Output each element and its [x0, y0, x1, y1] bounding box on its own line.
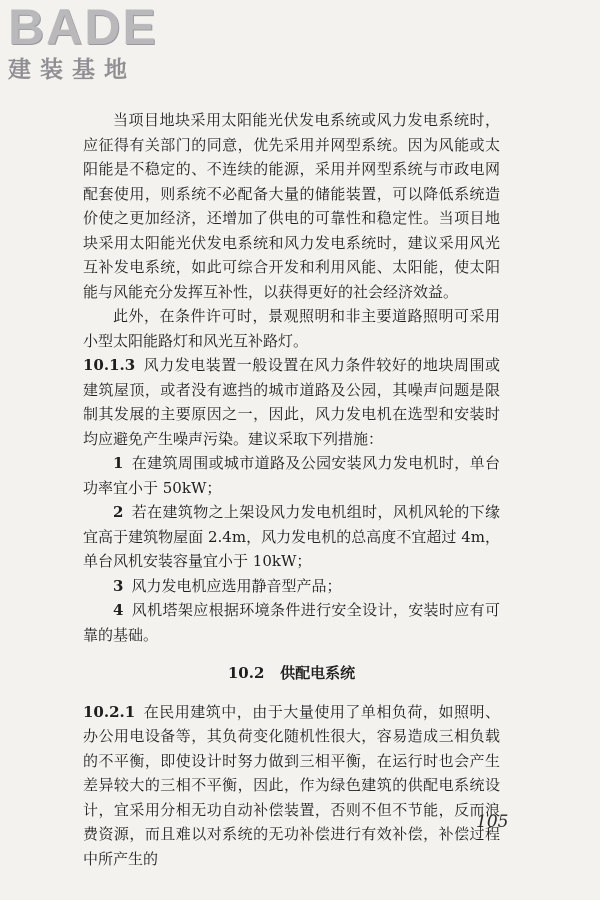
item-text: 风机塔架应根据环境条件进行安全设计，安装时应有可靠的基础。 [83, 601, 500, 644]
paragraph-street-lights: 此外，在条件许可时，景观照明和非主要道路照明可采用小型太阳能路灯和风光互补路灯。 [83, 307, 500, 350]
clause-text: 在民用建筑中，由于大量使用了单相负荷，如照明、办公用电设备等，其负荷变化随机性很大，容易造成三相负载的不平衡，即使设计时努力做到三相平衡，在运行时也会产生差异较大的三相不平衡，因此，作为绿色建筑的供配电系统设计，宜采用分相无功自动补偿装置，否则不但不节能，反而浪费资源，而且难以对系统的无功补偿进行有效补偿，补偿过程中所产生的 [83, 702, 500, 868]
list-item [83, 598, 500, 647]
item-number: 3 [113, 576, 124, 595]
list-item [83, 451, 500, 500]
section-number: 10.2 [227, 664, 265, 682]
item-text: 若在建筑物之上架设风力发电机组时，风机风轮的下缘宜高于建筑物屋面 2.4m，风力发电机的总高度不宜超过 4m，单台风机安装容量宜小于 10kW； [83, 503, 500, 570]
section-title: 供配电系统 [280, 664, 356, 682]
logo-text-en: BADE [8, 0, 158, 55]
item-number: 4 [113, 601, 124, 619]
clause-number: 10.2.1 [83, 702, 136, 721]
section-heading [83, 661, 500, 686]
item-text: 在建筑周围或城市道路及公园安装风力发电机时，单台功率宜小于 50kW； [83, 454, 500, 497]
item-text: 风力发电机应选用静音型产品； [131, 576, 342, 595]
page-body [83, 108, 500, 871]
logo-text-cn: 建装基地 [8, 57, 136, 83]
logo [8, 2, 178, 88]
clause-number: 10.1.3 [83, 356, 136, 374]
clause-10-2-1 [83, 700, 500, 872]
page-number: 105 [476, 812, 509, 832]
list-item [83, 500, 500, 574]
clause-text: 风力发电装置一般设置在风力条件较好的地块周围或建筑屋顶，或者没有遮挡的城市道路及公园，其噪声问题是限制其发展的主要原因之一，因此，风力发电机在选型和安装时均应避免产生噪声污染。建议采取下列措施： [83, 356, 500, 448]
clause-10-1-3 [83, 353, 500, 451]
list-item [83, 574, 500, 599]
item-number: 2 [113, 503, 124, 521]
paragraph-grid-connection: 当项目地块采用太阳能光伏发电系统或风力发电系统时，应征得有关部门的同意，优先采用并网型系统。因为风能或太阳能是不稳定的、不连续的能源，采用并网型系统与市政电网配套使用，则系统不必配备大量的储能装置，可以降低系统造价使之更加经济，还增加了供电的可靠性和稳定性。当项目地块采用太阳能光伏发电系统和风力发电系统时，建议采用风光互补发电系统，如此可综合开发和利用风能、太阳能，使太阳能与风能充分发挥互补性，以获得更好的社会经济效益。 [83, 111, 500, 301]
item-number: 1 [113, 454, 124, 472]
